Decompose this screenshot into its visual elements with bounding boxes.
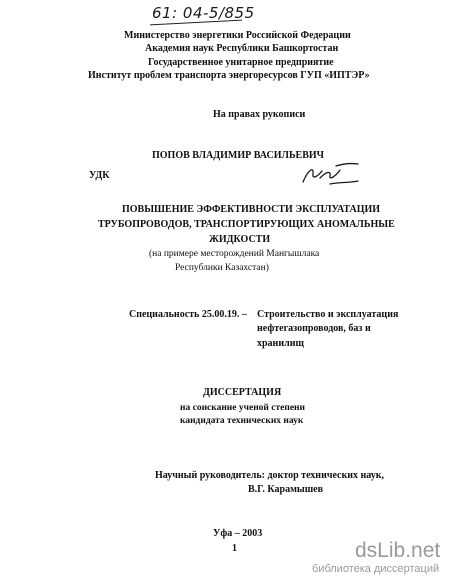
header-line-academy: Академия наук Республики Башкортостан <box>145 43 339 54</box>
place-year: Уфа – 2003 <box>213 528 263 539</box>
title-line-2: ТРУБОПРОВОДОВ, ТРАНСПОРТИРУЮЩИХ АНОМАЛЬНЫЕ <box>98 219 395 230</box>
header-line-enterprise: Государственное унитарное предприятие <box>148 57 334 68</box>
specialty-line-3: хранилищ <box>257 338 304 349</box>
watermark-tagline: библиотека диссертаций <box>312 563 440 575</box>
header-line-institute: Институт проблем транспорта энергоресурсов ГУП «ИПТЭР» <box>88 70 370 81</box>
watermark-brand: dsLib.net <box>355 539 441 562</box>
header-line-ministry: Министерство энергетики Российской Федерации <box>124 30 351 41</box>
advisor-line-2: В.Г. Карамышев <box>248 484 323 495</box>
subtitle-line-2: Республики Казахстан) <box>175 263 269 273</box>
specialty-line-2: нефтегазопроводов, баз и <box>257 323 371 334</box>
specialty-line-1: Строительство и эксплуатация <box>257 309 399 320</box>
title-line-3: ЖИДКОСТИ <box>209 234 271 245</box>
manuscript-note: На правах рукописи <box>213 109 306 120</box>
advisor-line-1: Научный руководитель: доктор технических наук, <box>155 470 385 481</box>
work-type: ДИССЕРТАЦИЯ <box>203 387 282 398</box>
title-line-1: ПОВЫШЕНИЕ ЭФФЕКТИВНОСТИ ЭКСПЛУАТАЦИИ <box>122 204 381 215</box>
page-number: 1 <box>232 543 237 554</box>
degree-line-1: на соискание ученой степени <box>180 403 306 413</box>
handwritten-archive-number: 61: 04-5/855 <box>152 4 255 22</box>
subtitle-line-1: (на примере месторождений Мангышлака <box>149 249 320 259</box>
specialty-label: Специальность 25.00.19. – <box>129 309 247 320</box>
author-name: ПОПОВ ВЛАДИМИР ВАСИЛЬЕВИЧ <box>152 150 325 161</box>
degree-line-2: кандидата технических наук <box>180 416 304 426</box>
udk-label: УДК <box>89 170 110 181</box>
author-signature <box>300 160 362 190</box>
